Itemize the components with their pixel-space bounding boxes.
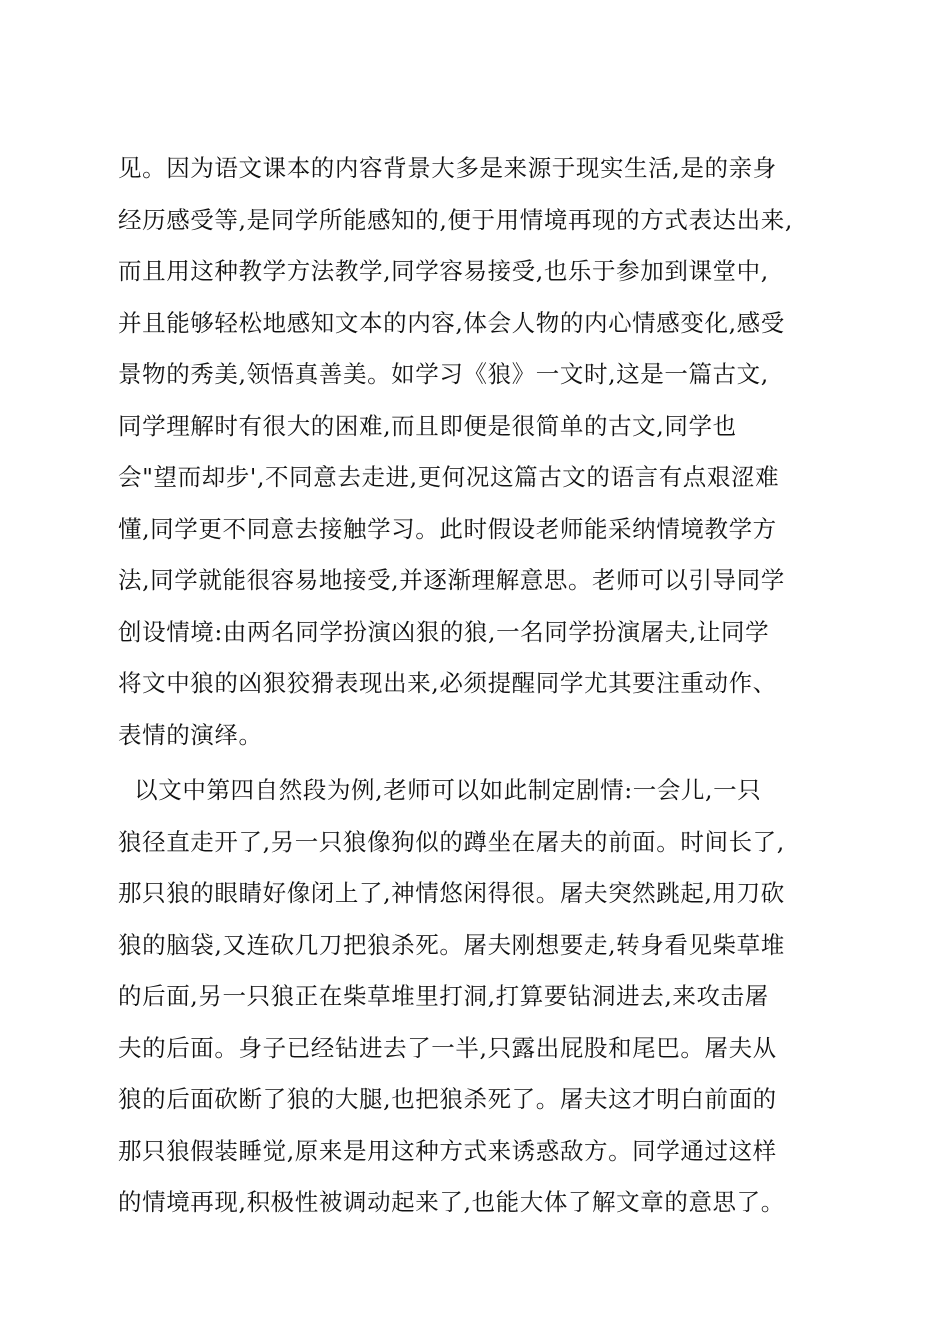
text-line: 法,同学就能很容易地接受,并逐渐理解意思。老师可以引导同学 [118,566,785,594]
text-line: 那只狼的眼睛好像闭上了,神情悠闲得很。屠夫突然跳起,用刀砍 [118,879,785,907]
text-line: 狼的后面砍断了狼的大腿,也把狼杀死了。屠夫这才明白前面的 [118,1085,777,1113]
text-line: 狼径直走开了,另一只狼像狗似的蹲坐在屠夫的前面。时间长了, [118,827,785,856]
text-line: 表情的演绎。 [118,720,263,749]
text-line: 懂,同学更不同意去接触学习。此时假设老师能采纳情境教学方 [118,514,777,543]
text-line: 狼的脑袋,又连砍几刀把狼杀死。屠夫刚想要走,转身看见柴草堆 [118,930,785,959]
paragraph-2 [118,765,838,1229]
text-line: 的情境再现,积极性被调动起来了,也能大体了解文章的意思了。 [118,1188,785,1216]
text-line: 经历感受等,是同学所能感知的,便于用情境再现的方式表达出来, [118,205,793,234]
text-line: 并且能够轻松地感知文本的内容,体会人物的内心情感变化,感受 [118,308,785,337]
text-line: 那只狼假装睡觉,原来是用这种方式来诱惑敌方。同学通过这样 [118,1136,777,1165]
text-line: 创设情境:由两名同学扮演凶狠的狼,一名同学扮演屠夫,让同学 [118,617,770,646]
text-line: 会"望而却步',不同意去走进,更何况这篇古文的语言有点艰涩难 [118,463,780,491]
text-line: 见。因为语文课本的内容背景大多是来源于现实生活,是的亲身 [118,154,777,182]
text-line: 景物的秀美,领悟真善美。如学习《狼》一文时,这是一篇古文, [118,360,769,388]
body-text [118,143,838,1229]
text-line: 而且用这种教学方法教学,同学容易接受,也乐于参加到课堂中, [118,257,769,285]
text-line: 的后面,另一只狼正在柴草堆里打洞,打算要钻洞进去,来攻击屠 [118,982,769,1010]
text-line: 同学理解时有很大的困难,而且即便是很简单的古文,同学也 [118,411,737,440]
text-line: 将文中狼的凶狠狡猾表现出来,必须提醒同学尤其要注重动作、 [118,669,777,697]
text-line: 以文中第四自然段为例,老师可以如此制定剧情:一会儿,一只 [118,776,762,804]
paragraph-1 [118,143,838,761]
text-line: 夫的后面。身子已经钻进去了一半,只露出屁股和尾巴。屠夫从 [118,1033,777,1062]
